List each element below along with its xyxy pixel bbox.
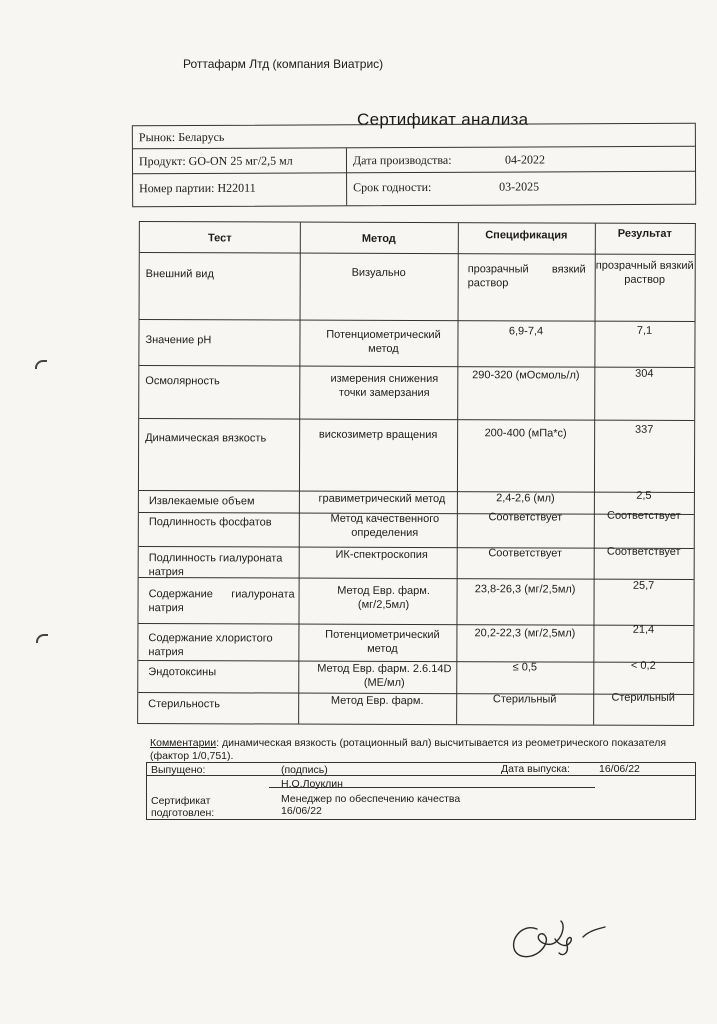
row-test: Осмолярность <box>145 375 220 388</box>
batch-number: Номер партии: Н22011 <box>139 180 256 196</box>
row-spec: 20,2-22,3 (мг/2,5мл) <box>474 627 576 640</box>
document-title: Сертификат анализа <box>357 110 529 129</box>
row-result: 21,4 <box>632 623 655 636</box>
col-header-spec: Спецификация <box>485 229 568 242</box>
row-spec: 200-400 (мПа*с) <box>484 427 567 440</box>
row-result: 25,7 <box>632 579 655 592</box>
comments-text: : динамическая вязкость (ротационный вал) высчитывается из реометрического показателя (фактор 1/0,751). <box>150 737 667 762</box>
row-method: Потенциометрический метод <box>325 628 440 655</box>
row-method: Метод качественного определения <box>330 512 440 539</box>
row-result: Стерильный <box>611 691 675 704</box>
signature-block <box>146 762 696 820</box>
row-method: Визуально <box>351 266 406 279</box>
comments-label: Комментарии <box>150 737 217 749</box>
signature-note: (подпись) <box>281 764 328 776</box>
comments <box>150 737 695 763</box>
row-method: гравиметрический метод <box>318 492 446 506</box>
row-test: Значение pH <box>145 334 212 347</box>
market: Рынок: Беларусь <box>138 129 225 145</box>
row-test: Эндотоксины <box>148 666 217 679</box>
row-test: Подлинность фосфатов <box>148 516 272 529</box>
row-test: Подлинность гиалуроната натрия <box>148 552 283 578</box>
header-block <box>132 123 696 207</box>
row-result: < 0,2 <box>630 659 656 672</box>
row-spec: 23,8-26,3 (мг/2,5мл) <box>474 583 576 596</box>
row-method: ИК-спектроскопия <box>335 548 428 562</box>
row-test: Содержание хлористого натрия <box>148 632 273 658</box>
company-name: Роттафарм Лтд (компания Виатрис) <box>183 57 384 71</box>
production-date-value: 04-2022 <box>504 152 546 167</box>
row-method: вискозиметр вращения <box>318 428 438 442</box>
release-date: 16/06/22 <box>599 763 640 775</box>
row-spec: Стерильный <box>492 693 557 706</box>
row-test: Извлекаемые объем <box>148 495 255 508</box>
row-method: Метод Евр. фарм. 2.6.14D (МЕ/мл) <box>317 662 452 689</box>
row-test: Стерильность <box>148 698 221 711</box>
production-date-label: Дата производства: <box>352 152 452 168</box>
row-test: Содержание гиалуроната натрия <box>148 588 295 614</box>
issued-label: Выпущено: <box>151 764 206 776</box>
scan-mark <box>36 634 48 643</box>
prepared-label-1: Сертификат <box>151 795 211 807</box>
col-header-method: Метод <box>361 232 396 245</box>
row-result: Соответствует <box>606 509 681 522</box>
row-method: Метод Евр. фарм. (мг/2,5мл) <box>337 584 430 611</box>
row-result: Соответствует <box>606 545 681 558</box>
row-spec: 6,9-7,4 <box>508 325 544 338</box>
row-spec: ≤ 0,5 <box>512 661 538 674</box>
row-method: измерения снижения точки замерзания <box>330 372 439 399</box>
row-test: Динамическая вязкость <box>145 432 267 445</box>
prepared-date: 16/06/22 <box>281 805 322 817</box>
prepared-label-2: подготовлен: <box>151 807 215 819</box>
row-spec: 290-320 (мОсмоль/л) <box>472 369 580 382</box>
expiry-date-label: Срок годности: <box>353 179 432 195</box>
signatory-position: Менеджер по обеспечению качества <box>281 793 461 805</box>
signatory-name: Н.О.Лоуклин <box>281 778 343 790</box>
row-test: Внешний вид <box>145 268 214 281</box>
row-spec: Соответствует <box>488 511 563 524</box>
row-result: 7,1 <box>636 324 653 337</box>
row-spec: Соответствует <box>488 547 563 560</box>
row-method: Потенциометрический метод <box>326 328 441 355</box>
row-result: 304 <box>635 367 654 380</box>
row-spec: 2,4-2,6 (мл) <box>496 492 555 505</box>
product: Продукт: GO-ON 25 мг/2,5 мл <box>138 153 293 169</box>
row-result: 2,5 <box>636 489 652 502</box>
row-spec: прозрачный вязкий раствор <box>467 263 586 289</box>
row-method: Метод Евр. фарм. <box>330 694 424 708</box>
analysis-table <box>137 221 696 726</box>
handwritten-signature <box>505 915 615 965</box>
col-header-result: Результат <box>617 227 672 240</box>
scan-mark <box>35 360 47 369</box>
expiry-date-value: 03-2025 <box>499 179 540 194</box>
row-result: прозрачный вязкий раствор <box>595 259 694 286</box>
release-date-label: Дата выпуска: <box>501 763 570 775</box>
col-header-test: Тест <box>207 232 232 245</box>
row-result: 337 <box>634 423 654 436</box>
